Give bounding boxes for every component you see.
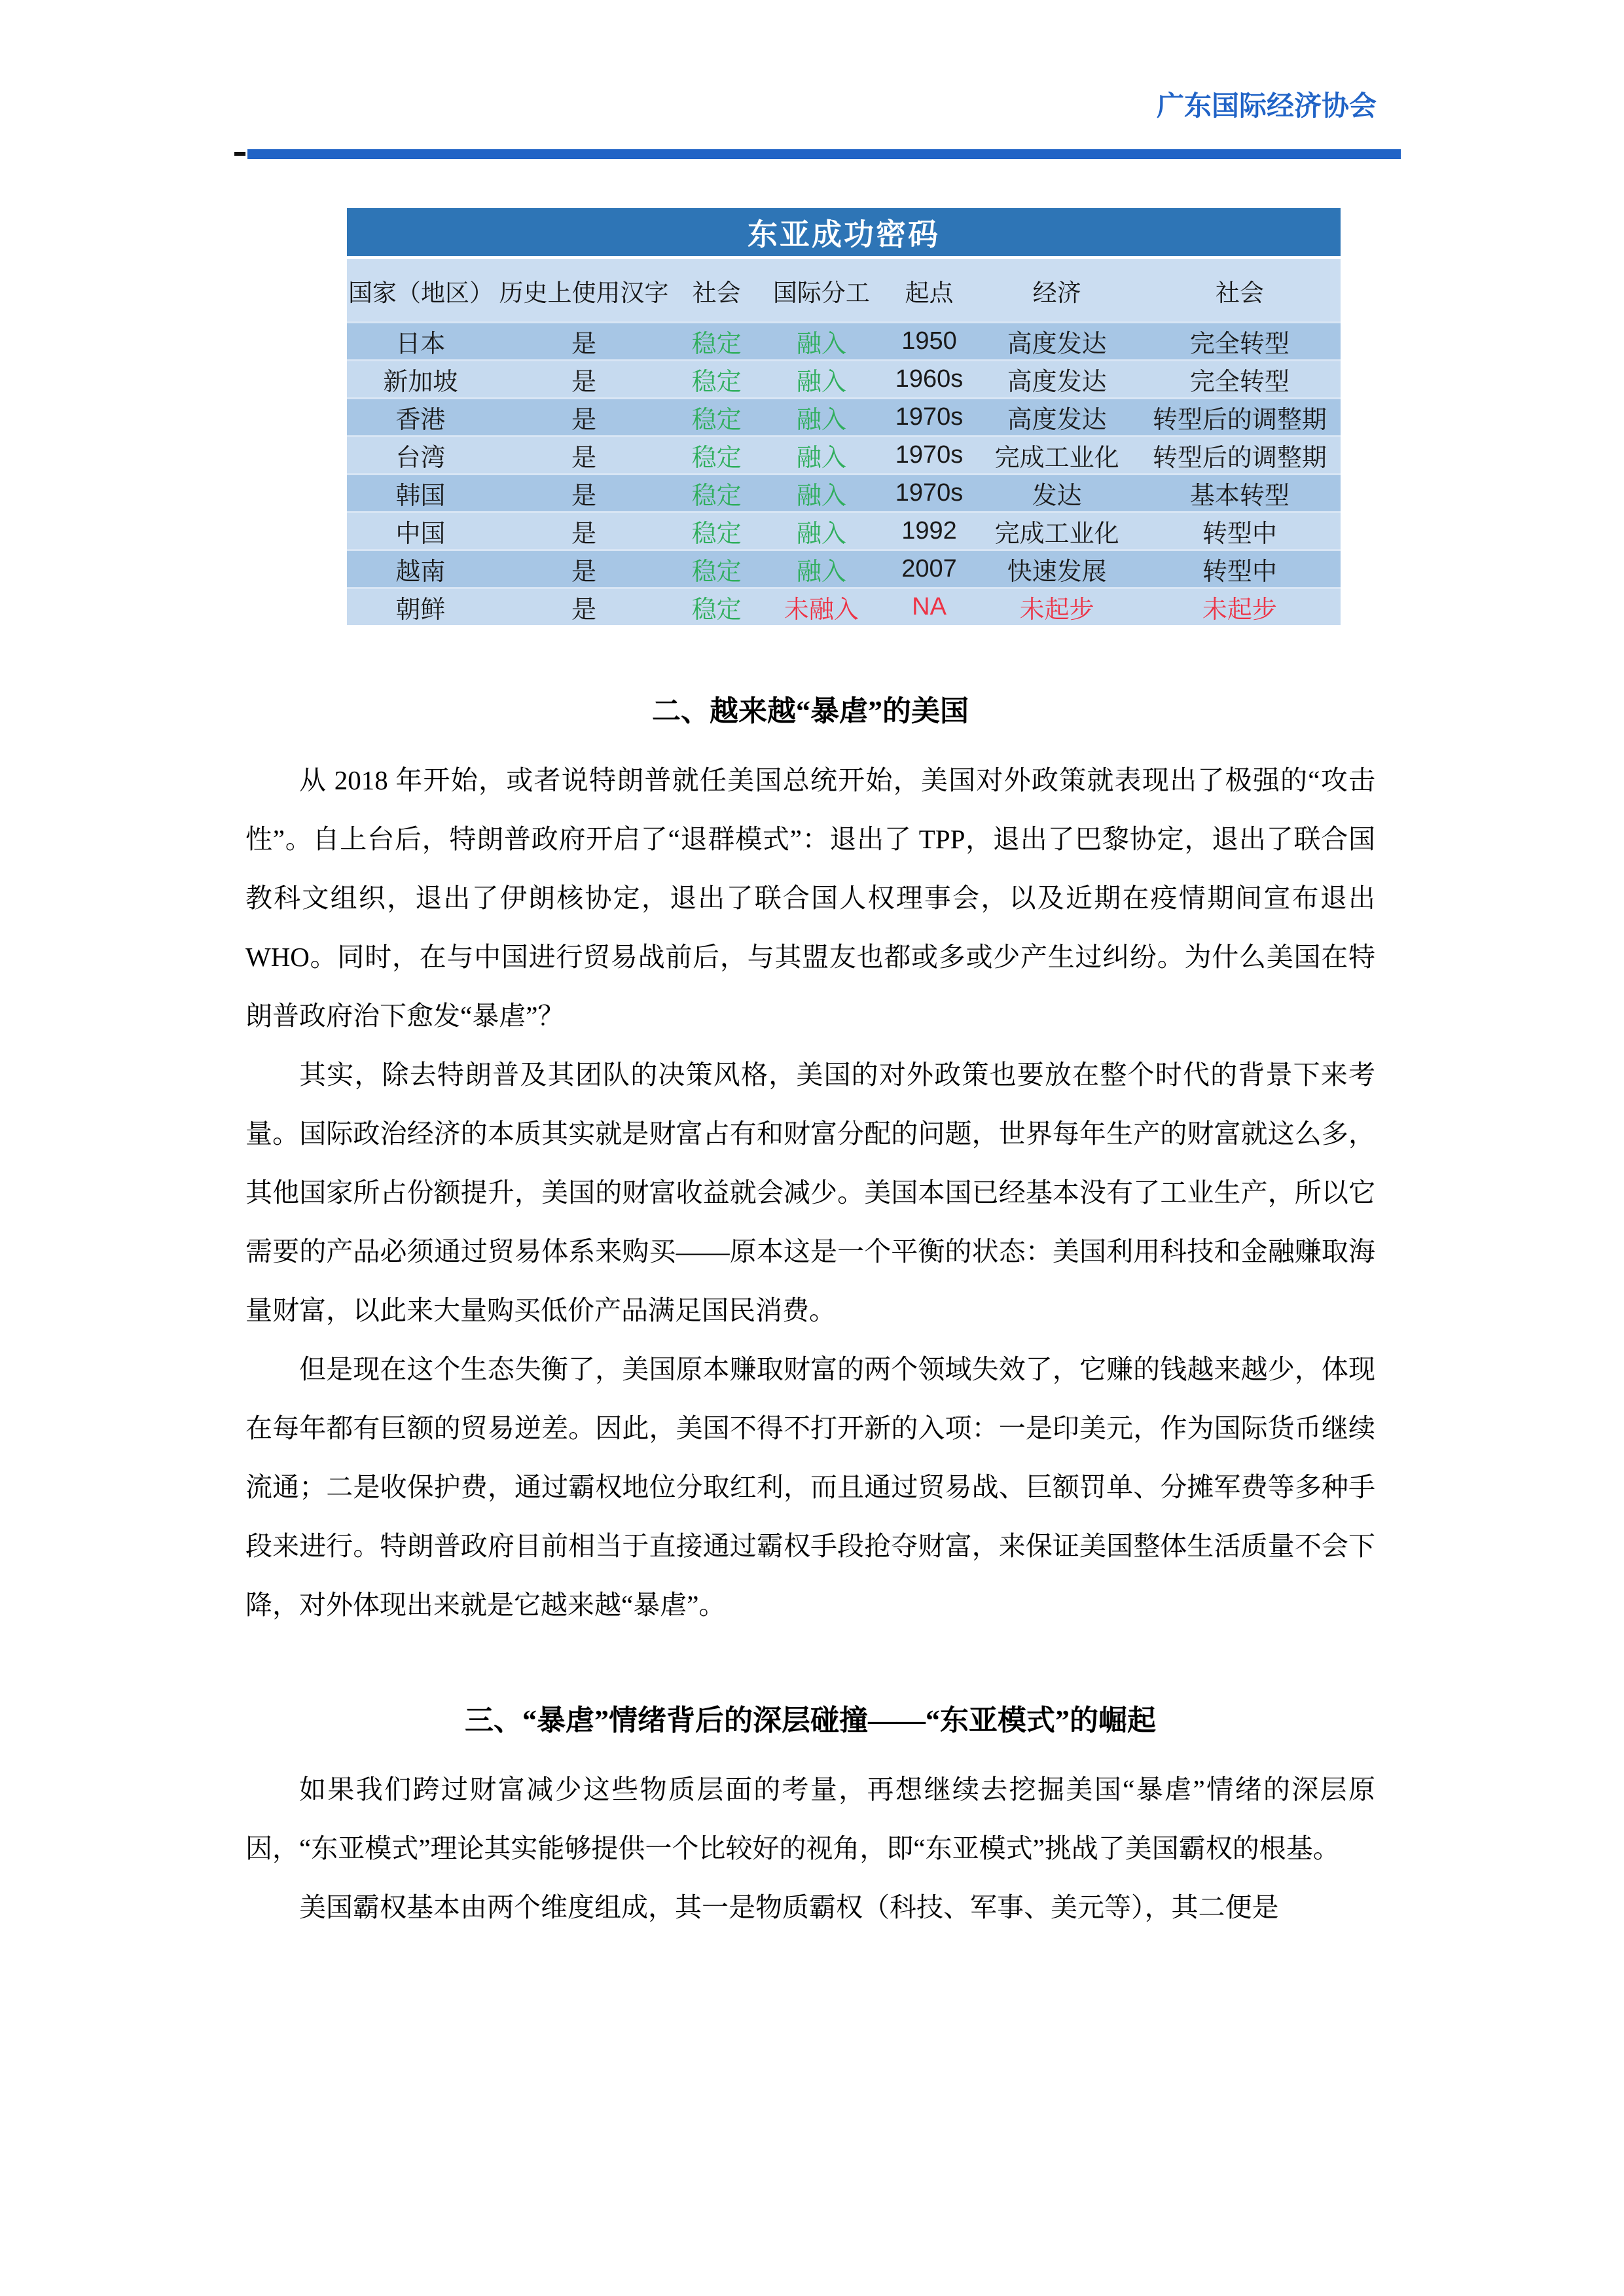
page-header-org-name: 广东国际经济协会 [1156, 90, 1377, 121]
east-asia-success-table [347, 208, 1341, 625]
table-cell: 融入 [759, 397, 884, 435]
table-cell: 融入 [759, 321, 884, 359]
table-title-row [347, 208, 1341, 259]
content-column [245, 208, 1375, 1937]
table-cell: 转型后的调整期 [1139, 435, 1341, 473]
table-cell: 是 [494, 397, 674, 435]
section-us-violence [245, 692, 1375, 1634]
table-title: 东亚成功密码 [347, 208, 1341, 259]
table-cell: 越南 [347, 549, 494, 587]
table-row-china [347, 511, 1341, 549]
table-cell: 稳定 [674, 511, 759, 549]
table-cell: 是 [494, 359, 674, 397]
section-heading: 三、“暴虐”情绪背后的深层碰撞——“东亚模式”的崛起 [465, 1704, 1156, 1736]
table-cell: 1970s [884, 473, 975, 511]
table-cell: 完成工业化 [975, 511, 1138, 549]
table-cell: 香港 [347, 397, 494, 435]
paragraph: 从 2018 年开始，或者说特朗普就任美国总统开始，美国对外政策就表现出了极强的“攻击性”。自上台后，特朗普政府开启了“退群模式”：退出了 TPP，退出了巴黎协定，退出了联合国教科文组织，退出了伊朗核协定，退出了联合国人权理事会，以及近期在疫情期间宣布退出 WHO。同时，在与中国进行贸易战前后，与其盟友也都或多或少产生过纠纷。为什么美国在特朗普政府治下愈发“暴虐”？ [245, 765, 1375, 1031]
paragraph: 其实，除去特朗普及其团队的决策风格，美国的对外政策也要放在整个时代的背景下来考量。国际政治经济的本质其实就是财富占有和财富分配的问题，世界每年生产的财富就这么多，其他国家所占份额提升，美国的财富收益就会减少。美国本国已经基本没有了工业生产，所以它需要的产品必须通过贸易体系来购买——原本这是一个平衡的状态：美国利用科技和金融赚取海量财富，以此来大量购买低价产品满足国民消费。 [245, 1060, 1375, 1325]
table-cell: 1970s [884, 397, 975, 435]
column-header-society: 社会 [674, 259, 759, 321]
table-cell: 高度发达 [975, 397, 1138, 435]
table-cell: 是 [494, 435, 674, 473]
column-header-economy: 经济 [975, 259, 1138, 321]
paragraph: 但是现在这个生态失衡了，美国原本赚取财富的两个领域失效了，它赚的钱越来越少，体现在每年都有巨额的贸易逆差。因此，美国不得不打开新的入项：一是印美元，作为国际货币继续流通；二是收保护费，通过霸权地位分取红利，而且通过贸易战、巨额罚单、分摊军费等多种手段来进行。特朗普政府目前相当于直接通过霸权手段抢夺财富，来保证美国整体生活质量不会下降，对外体现出来就是它越来越“暴虐”。 [245, 1354, 1375, 1620]
table-cell: 1950 [884, 321, 975, 359]
table-cell: 融入 [759, 473, 884, 511]
table-cell: 韩国 [347, 473, 494, 511]
table-cell: 中国 [347, 511, 494, 549]
table-cell: 1960s [884, 359, 975, 397]
table-cell: 融入 [759, 549, 884, 587]
table-cell: 完成工业化 [975, 435, 1138, 473]
table-cell: 完全转型 [1139, 321, 1341, 359]
table-row-korea [347, 473, 1341, 511]
table-cell: 融入 [759, 435, 884, 473]
table-cell: 朝鲜 [347, 587, 494, 625]
table-cell: 1970s [884, 435, 975, 473]
column-header-hanzi-history: 历史上使用汉字 [494, 259, 674, 321]
table-row-vietnam [347, 549, 1341, 587]
table-cell: 融入 [759, 511, 884, 549]
paragraph: 美国霸权基本由两个维度组成，其一是物质霸权（科技、军事、美元等），其二便是 [299, 1892, 1279, 1922]
table-row-hongkong [347, 397, 1341, 435]
table-cell: 是 [494, 587, 674, 625]
table-cell: 转型中 [1139, 511, 1341, 549]
table-cell: 未起步 [1139, 587, 1341, 625]
table-cell: 是 [494, 321, 674, 359]
section-east-asia-model [245, 1701, 1375, 1937]
table-cell: 是 [494, 511, 674, 549]
header-rule [247, 149, 1401, 159]
table-cell: 2007 [884, 549, 975, 587]
table-cell: 稳定 [674, 587, 759, 625]
section-heading: 二、越来越“暴虐”的美国 [652, 695, 969, 727]
table-cell: NA [884, 587, 975, 625]
table-cell: 稳定 [674, 359, 759, 397]
column-header-society-2: 社会 [1139, 259, 1341, 321]
table-header-row [347, 259, 1341, 321]
table-cell: 未起步 [975, 587, 1138, 625]
table-cell: 是 [494, 473, 674, 511]
table-cell: 稳定 [674, 397, 759, 435]
table-row-northkorea [347, 587, 1341, 625]
table-cell: 稳定 [674, 435, 759, 473]
table-cell: 未融入 [759, 587, 884, 625]
table-cell: 完全转型 [1139, 359, 1341, 397]
table-cell: 1992 [884, 511, 975, 549]
table-cell: 日本 [347, 321, 494, 359]
table-row-japan [347, 321, 1341, 359]
table-cell: 快速发展 [975, 549, 1138, 587]
table-cell: 新加坡 [347, 359, 494, 397]
table-cell: 转型后的调整期 [1139, 397, 1341, 435]
table-row-taiwan [347, 435, 1341, 473]
table-cell: 基本转型 [1139, 473, 1341, 511]
table-cell: 转型中 [1139, 549, 1341, 587]
table-cell: 发达 [975, 473, 1138, 511]
column-header-intl-division: 国际分工 [759, 259, 884, 321]
table-cell: 稳定 [674, 321, 759, 359]
column-header-start-point: 起点 [884, 259, 975, 321]
table-cell: 高度发达 [975, 321, 1138, 359]
column-header-country: 国家（地区） [347, 259, 494, 321]
paragraph: 如果我们跨过财富减少这些物质层面的考量，再想继续去挖掘美国“暴虐”情绪的深层原因，“东亚模式”理论其实能够提供一个比较好的视角，即“东亚模式”挑战了美国霸权的根基。 [245, 1774, 1375, 1863]
table-cell: 融入 [759, 359, 884, 397]
table-row-singapore [347, 359, 1341, 397]
header-dash [234, 152, 245, 156]
table-cell: 是 [494, 549, 674, 587]
table-cell: 稳定 [674, 549, 759, 587]
table-cell: 台湾 [347, 435, 494, 473]
table-cell: 稳定 [674, 473, 759, 511]
table-cell: 高度发达 [975, 359, 1138, 397]
